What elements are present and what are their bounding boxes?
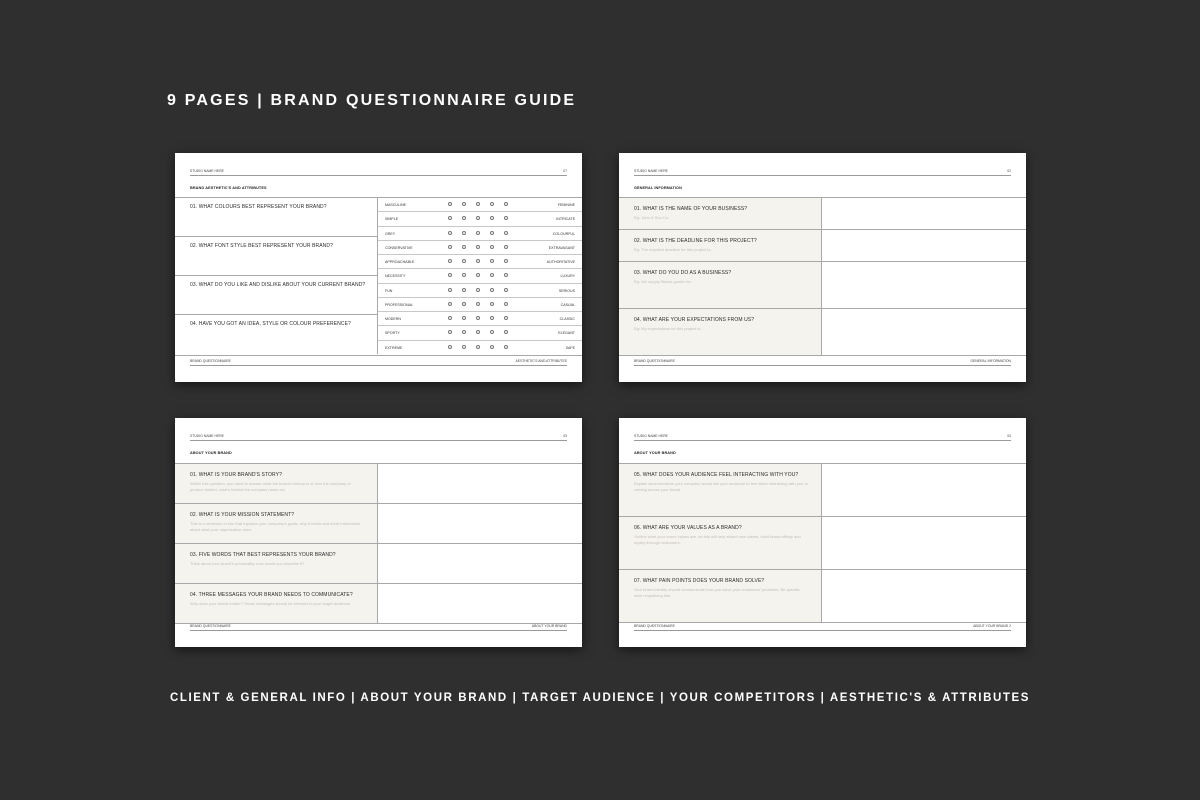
question-cell xyxy=(619,309,822,355)
rating-radio[interactable] xyxy=(476,316,480,320)
rating-radio[interactable] xyxy=(490,316,494,320)
footer-right: ABOUT YOUR BRAND xyxy=(531,624,567,628)
attribute-row xyxy=(378,227,582,241)
rating-radio[interactable] xyxy=(448,273,452,277)
attribute-row xyxy=(378,241,582,255)
studio-name: STUDIO NAME HERE xyxy=(190,434,224,438)
rating-radio[interactable] xyxy=(448,259,452,263)
question-hint: Eg: We supply fitness goods for... xyxy=(634,279,694,284)
attribute-left-label: APPROACHABLE xyxy=(385,260,415,265)
rating-radio[interactable] xyxy=(476,273,480,277)
answer-field[interactable] xyxy=(822,230,1026,261)
attribute-right-label: COLOURFUL xyxy=(552,231,575,236)
rating-options xyxy=(448,345,508,349)
question-hint: Within this question, you need to answer what the brand's history is or how the company or product started, what's behind the company name etc. xyxy=(190,481,351,492)
rating-radio[interactable] xyxy=(490,216,494,220)
question-grid xyxy=(619,463,1026,623)
headline: 9 PAGES | BRAND QUESTIONNAIRE GUIDE xyxy=(167,92,577,109)
attribute-row xyxy=(378,255,582,269)
attribute-left-label: FUN xyxy=(385,288,393,293)
rating-radio[interactable] xyxy=(462,273,466,277)
question-hint: Eg: John & Son Co. xyxy=(634,215,670,220)
rating-options xyxy=(448,273,508,277)
question-text: 07. WHAT PAIN POINTS DOES YOUR BRAND SOLVE? xyxy=(634,578,765,584)
attribute-left-label: SPORTY xyxy=(385,331,400,336)
footer-right: GENERAL INFORMATION xyxy=(970,359,1011,363)
rating-radio[interactable] xyxy=(462,330,466,334)
rating-options xyxy=(448,245,508,249)
question-hint: Eg: The required deadline for this project is... xyxy=(634,247,714,252)
rating-radio[interactable] xyxy=(448,330,452,334)
question-row xyxy=(175,464,582,504)
question-row xyxy=(175,237,378,276)
attribute-row xyxy=(378,269,582,283)
question-hint: This is a sentence or two that explains your company's goals, why it exists and more information about what your organisation does. xyxy=(190,521,361,532)
attribute-right-label: FEMININE xyxy=(557,203,575,207)
attribute-left-label: EXTREME xyxy=(385,345,403,350)
question-row xyxy=(619,230,1026,262)
answer-field[interactable] xyxy=(822,570,1026,622)
running-header xyxy=(190,431,567,441)
attribute-right-label: LUXURY xyxy=(560,274,575,279)
page-aesthetics xyxy=(175,153,582,382)
rating-radio[interactable] xyxy=(462,216,466,220)
rating-radio[interactable] xyxy=(448,202,452,206)
rating-options xyxy=(448,259,508,263)
attribute-row xyxy=(378,326,582,340)
question-hint: Explain what emotions your company would like your audience to feel when interacting with you or coming across your brand. xyxy=(634,481,808,492)
rating-radio[interactable] xyxy=(462,288,466,292)
running-header xyxy=(190,166,567,176)
rating-options xyxy=(448,302,508,306)
answer-field[interactable] xyxy=(378,464,582,503)
section-title: ABOUT YOUR BRAND xyxy=(190,451,232,455)
rating-radio[interactable] xyxy=(504,231,508,235)
answer-field[interactable] xyxy=(822,309,1026,355)
footer-left: BRAND QUESTIONNAIRE xyxy=(634,624,675,628)
attribute-right-label: CASUAL xyxy=(560,302,575,307)
question-cell xyxy=(175,504,378,543)
attribute-row xyxy=(378,212,582,226)
rating-radio[interactable] xyxy=(448,345,452,349)
page-number: 03 xyxy=(563,434,567,438)
question-grid xyxy=(175,463,582,624)
rating-radio[interactable] xyxy=(448,231,452,235)
answer-field[interactable] xyxy=(822,517,1026,569)
running-header xyxy=(634,431,1011,441)
rating-radio[interactable] xyxy=(476,345,480,349)
question-text: 05. WHAT DOES YOUR AUDIENCE FEEL INTERACTING WITH YOU? xyxy=(634,472,799,478)
rating-radio[interactable] xyxy=(490,202,494,206)
rating-radio[interactable] xyxy=(462,202,466,206)
footer-left: BRAND QUESTIONNAIRE xyxy=(190,359,231,363)
attribute-scale xyxy=(378,197,582,356)
running-footer xyxy=(634,622,1011,631)
rating-radio[interactable] xyxy=(504,345,508,349)
rating-radio[interactable] xyxy=(448,288,452,292)
rating-radio[interactable] xyxy=(462,302,466,306)
page-general-info xyxy=(619,153,1026,382)
question-row xyxy=(619,517,1026,570)
attribute-left-label: GREY xyxy=(385,231,396,236)
attribute-right-label: SERIOUS xyxy=(558,288,575,293)
rating-radio[interactable] xyxy=(448,302,452,306)
page-number: 04 xyxy=(1007,434,1011,438)
rating-radio[interactable] xyxy=(476,302,480,306)
question-row xyxy=(175,276,378,315)
question-row xyxy=(175,198,378,237)
rating-radio[interactable] xyxy=(490,302,494,306)
attribute-right-label: CLASSIC xyxy=(559,317,575,322)
question-cell xyxy=(619,464,822,516)
question-text: 03. WHAT DO YOU LIKE AND DISLIKE ABOUT YOUR CURRENT BRAND? xyxy=(190,282,366,288)
answer-field[interactable] xyxy=(822,262,1026,308)
attribute-row xyxy=(378,312,582,326)
question-column xyxy=(175,197,378,356)
running-footer xyxy=(190,357,567,366)
attribute-right-label: EXTRAVAGANT xyxy=(548,245,575,250)
attribute-right-label: INTRICATE xyxy=(556,217,575,222)
studio-name: STUDIO NAME HERE xyxy=(634,434,668,438)
studio-name: STUDIO NAME HERE xyxy=(190,169,224,173)
rating-radio[interactable] xyxy=(490,231,494,235)
attribute-left-label: SIMPLE xyxy=(385,217,399,222)
rating-radio[interactable] xyxy=(476,245,480,249)
attribute-left-label: NECESSITY xyxy=(385,274,406,279)
question-hint: Eg: My expectations for this project is... xyxy=(634,326,704,331)
question-text: 03. FIVE WORDS THAT BEST REPRESENTS YOUR BRAND? xyxy=(190,552,336,558)
question-text: 03. WHAT DO YOU DO AS A BUSINESS? xyxy=(634,270,732,276)
section-title: GENERAL INFORMATION xyxy=(634,186,682,190)
attribute-left-label: PROFESSIONAL xyxy=(385,302,413,307)
question-cell xyxy=(175,464,378,503)
rating-radio[interactable] xyxy=(476,231,480,235)
rating-options xyxy=(448,330,508,334)
question-cell xyxy=(619,262,822,308)
rating-radio[interactable] xyxy=(504,273,508,277)
rating-radio[interactable] xyxy=(462,245,466,249)
rating-radio[interactable] xyxy=(448,316,452,320)
question-cell xyxy=(619,517,822,569)
footer-right: ABOUT YOUR BRAND 2 xyxy=(973,624,1011,628)
question-text: 02. WHAT IS THE DEADLINE FOR THIS PROJECT? xyxy=(634,238,757,244)
rating-radio[interactable] xyxy=(462,231,466,235)
question-text: 04. HAVE YOU GOT AN IDEA, STYLE OR COLOUR PREFERENCE? xyxy=(190,321,351,327)
running-header xyxy=(634,166,1011,176)
answer-field[interactable] xyxy=(378,584,582,623)
rating-radio[interactable] xyxy=(504,216,508,220)
question-row xyxy=(619,309,1026,355)
footer-left: BRAND QUESTIONNAIRE xyxy=(634,359,675,363)
attribute-right-label: SAFE xyxy=(565,345,575,350)
rating-radio[interactable] xyxy=(476,330,480,334)
answer-field[interactable] xyxy=(822,198,1026,229)
question-cell xyxy=(175,584,378,623)
question-hint: Your brand identity should communicate how you solve your customers' problems. Be specific when explaining this. xyxy=(634,587,800,598)
attribute-row xyxy=(378,341,582,355)
question-row xyxy=(619,570,1026,622)
answer-field[interactable] xyxy=(378,504,582,543)
rating-radio[interactable] xyxy=(476,202,480,206)
page-number: 07 xyxy=(563,169,567,173)
question-row xyxy=(175,315,378,354)
attribute-left-label: MASCULINE xyxy=(385,203,406,207)
rating-radio[interactable] xyxy=(490,330,494,334)
rating-radio[interactable] xyxy=(448,216,452,220)
rating-options xyxy=(448,202,508,206)
question-text: 01. WHAT IS YOUR BRAND'S STORY? xyxy=(190,472,282,478)
rating-radio[interactable] xyxy=(504,316,508,320)
question-text: 01. WHAT IS THE NAME OF YOUR BUSINESS? xyxy=(634,206,748,212)
attribute-left-label: CONSERVATIVE xyxy=(385,245,413,250)
question-cell xyxy=(619,570,822,622)
question-text: 04. WHAT ARE YOUR EXPECTATIONS FROM US? xyxy=(634,317,755,323)
footer-right: AESTHETIC'S AND ATTRIBUTES xyxy=(515,359,567,363)
rating-radio[interactable] xyxy=(476,288,480,292)
section-title: BRAND AESTHETIC'S AND ATTRIBUTES xyxy=(190,186,267,190)
question-row xyxy=(175,544,582,584)
question-cell xyxy=(175,544,378,583)
question-cell xyxy=(619,198,822,229)
rating-radio[interactable] xyxy=(504,302,508,306)
rating-radio[interactable] xyxy=(462,345,466,349)
attribute-row xyxy=(378,198,582,212)
rating-radio[interactable] xyxy=(490,273,494,277)
question-cell xyxy=(619,230,822,261)
rating-options xyxy=(448,288,508,292)
page-about-brand xyxy=(175,418,582,647)
rating-radio[interactable] xyxy=(448,245,452,249)
rating-radio[interactable] xyxy=(504,330,508,334)
attribute-right-label: AUTHORITATIVE xyxy=(546,260,575,265)
question-hint: Outline what your brand values are, as this will help attract new clients, build brand affinity and loyalty through customers. xyxy=(634,534,801,545)
question-text: 06. WHAT ARE YOUR VALUES AS A BRAND? xyxy=(634,525,742,531)
question-text: 04. THREE MESSAGES YOUR BRAND NEEDS TO COMMUNICATE? xyxy=(190,592,353,598)
rating-options xyxy=(448,231,508,235)
question-text: 01. WHAT COLOURS BEST REPRESENT YOUR BRAND? xyxy=(190,204,327,210)
attribute-row xyxy=(378,284,582,298)
question-row xyxy=(619,262,1026,309)
question-row xyxy=(619,464,1026,517)
rating-radio[interactable] xyxy=(504,245,508,249)
rating-radio[interactable] xyxy=(490,245,494,249)
question-grid xyxy=(619,197,1026,356)
answer-field[interactable] xyxy=(822,464,1026,516)
rating-radio[interactable] xyxy=(490,345,494,349)
rating-radio[interactable] xyxy=(476,216,480,220)
question-text: 02. WHAT IS YOUR MISSION STATEMENT? xyxy=(190,512,295,518)
rating-radio[interactable] xyxy=(476,259,480,263)
attribute-left-label: MODERN xyxy=(385,317,401,322)
rating-options xyxy=(448,216,508,220)
question-row xyxy=(619,198,1026,230)
rating-radio[interactable] xyxy=(462,316,466,320)
page-about-brand-2 xyxy=(619,418,1026,647)
rating-radio[interactable] xyxy=(462,259,466,263)
question-hint: Think about your brand's personality, how would you describe it? xyxy=(190,561,305,566)
answer-field[interactable] xyxy=(378,544,582,583)
footer-left: BRAND QUESTIONNAIRE xyxy=(190,624,231,628)
question-hint: Why does your brand matter? These messages should be relevant to your target audience. xyxy=(190,601,352,606)
running-footer xyxy=(190,622,567,631)
rating-radio[interactable] xyxy=(504,259,508,263)
footline: CLIENT & GENERAL INFO | ABOUT YOUR BRAND | TARGET AUDIENCE | YOUR COMPETITORS | AESTHETIC'S & ATTRIBUTES xyxy=(169,692,1031,704)
question-row xyxy=(175,504,582,544)
section-title: ABOUT YOUR BRAND xyxy=(634,451,676,455)
attribute-right-label: ELEGANT xyxy=(558,331,575,336)
running-footer xyxy=(634,357,1011,366)
rating-radio[interactable] xyxy=(504,202,508,206)
question-row xyxy=(175,584,582,623)
rating-radio[interactable] xyxy=(504,288,508,292)
attribute-row xyxy=(378,298,582,312)
rating-radio[interactable] xyxy=(490,259,494,263)
page-number: 02 xyxy=(1007,169,1011,173)
rating-radio[interactable] xyxy=(490,288,494,292)
rating-options xyxy=(448,316,508,320)
question-text: 02. WHAT FONT STYLE BEST REPRESENT YOUR BRAND? xyxy=(190,243,333,249)
studio-name: STUDIO NAME HERE xyxy=(634,169,668,173)
